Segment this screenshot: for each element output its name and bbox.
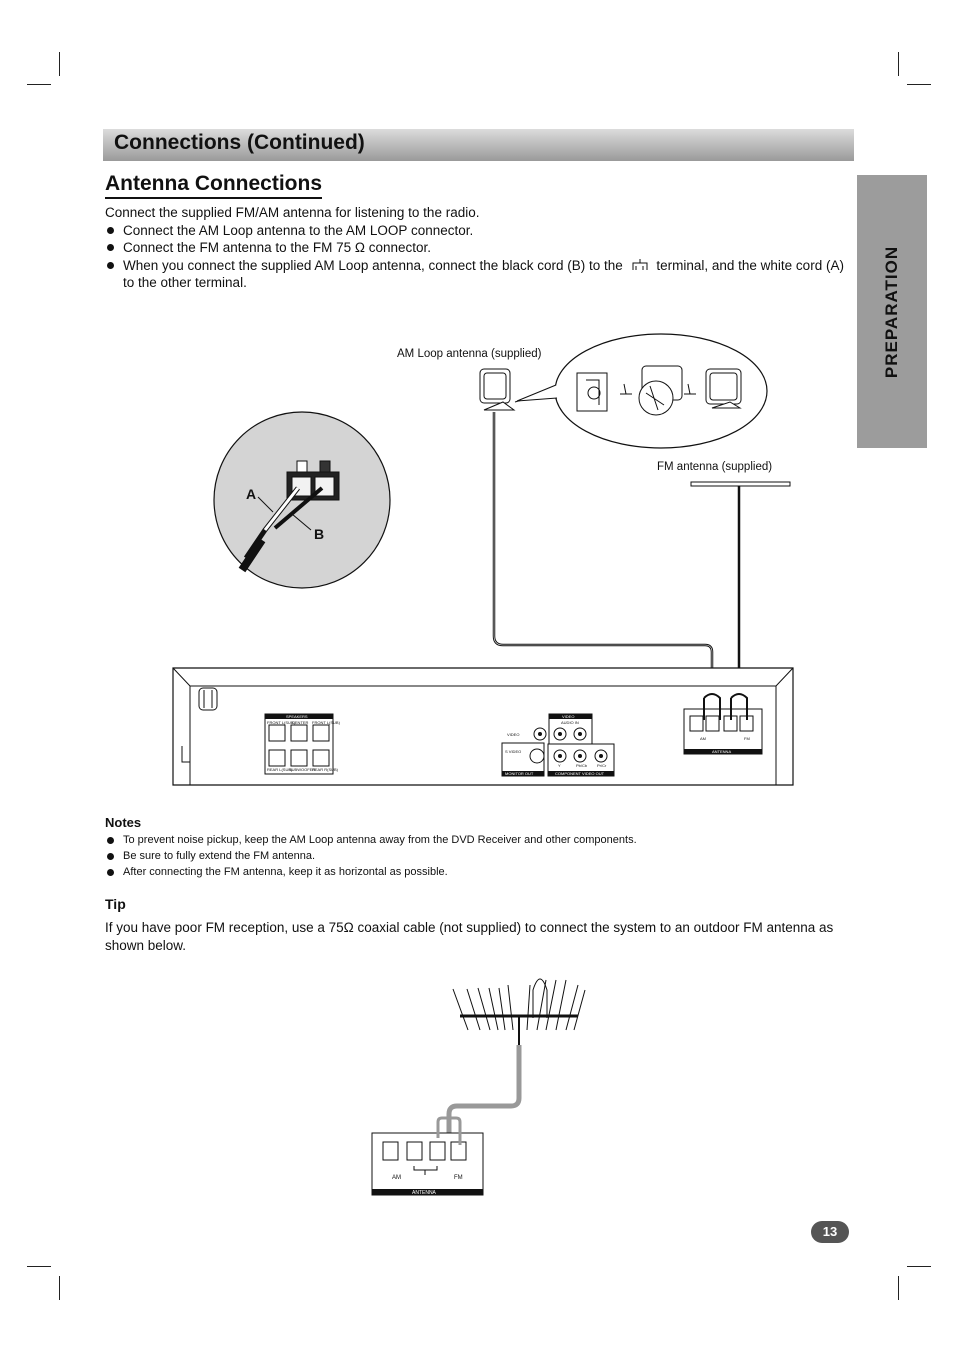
tip-heading: Tip xyxy=(105,896,126,912)
list-item: After connecting the FM antenna, keep it as horizontal as possible. xyxy=(105,864,845,880)
fm-antenna-label: FM antenna (supplied) xyxy=(657,461,773,473)
side-tab-label: PREPARATION xyxy=(882,245,901,378)
intro-text: Connect the supplied FM/AM antenna for listening to the radio. xyxy=(105,205,480,220)
svg-text:Y: Y xyxy=(558,763,561,768)
svg-text:FRONT L(SUB): FRONT L(SUB) xyxy=(267,720,295,725)
svg-text:REAR L(SUB): REAR L(SUB) xyxy=(267,767,293,772)
speakers-label: SPEAKERS xyxy=(286,714,308,719)
fm-antenna-wire xyxy=(691,482,790,700)
list-item: Be sure to fully extend the FM antenna. xyxy=(105,848,845,864)
page-title: Connections (Continued) xyxy=(114,131,365,154)
svg-text:FM: FM xyxy=(454,1175,463,1181)
svg-text:REAR R(SUB): REAR R(SUB) xyxy=(312,767,339,772)
am-loop-antenna xyxy=(480,369,514,410)
svg-text:AM: AM xyxy=(700,736,706,741)
svg-text:ANTENNA: ANTENNA xyxy=(412,1190,436,1196)
svg-text:VIDEO: VIDEO xyxy=(507,732,520,737)
notes-heading: Notes xyxy=(105,815,142,830)
label-b: B xyxy=(314,526,325,542)
label-a: A xyxy=(246,486,257,502)
am-antenna-assembly-bubble xyxy=(515,334,767,448)
svg-text:FRONT L(SUB): FRONT L(SUB) xyxy=(312,720,340,725)
svg-text:AUDIO IN: AUDIO IN xyxy=(561,720,579,725)
svg-text:FM: FM xyxy=(744,736,750,741)
svg-text:VIDEO: VIDEO xyxy=(562,714,575,719)
svg-text:SUBWOOFER: SUBWOOFER xyxy=(289,767,316,772)
page-number: 13 xyxy=(811,1221,849,1243)
tip-text: If you have poor FM reception, use a 75Ω coaxial cable (not supplied) to connect the system to an outdoor FM antenna as shown below. xyxy=(105,920,834,953)
svg-text:Pr/Cr: Pr/Cr xyxy=(597,763,607,768)
svg-text:AM: AM xyxy=(392,1175,401,1181)
am-antenna-label: AM Loop antenna (supplied) xyxy=(397,348,542,360)
svg-text:CENTER: CENTER xyxy=(292,720,309,725)
svg-text:S VIDEO: S VIDEO xyxy=(505,749,522,754)
svg-text:MONITOR OUT: MONITOR OUT xyxy=(505,771,534,776)
svg-text:COMPONENT VIDEO OUT: COMPONENT VIDEO OUT xyxy=(555,771,605,776)
receiver-rear-panel xyxy=(173,668,793,785)
svg-text:ANTENNA: ANTENNA xyxy=(712,749,732,754)
list-item: Connect the AM Loop antenna to the AM LOOP connector. xyxy=(105,222,845,239)
outdoor-fm-antenna xyxy=(372,979,585,1196)
list-item: Connect the FM antenna to the FM 75 Ω connector. xyxy=(105,239,845,256)
svg-text:Pb/Cb: Pb/Cb xyxy=(576,763,588,768)
section-title: Antenna Connections xyxy=(105,172,322,199)
notes-list xyxy=(105,832,845,880)
list-item: When you connect the supplied AM Loop antenna, connect the black cord (B) to the terminal, and the white cord (A) to the other terminal. xyxy=(105,257,845,292)
terminal-detail-circle xyxy=(214,412,390,588)
list-item: To prevent noise pickup, keep the AM Loop antenna away from the DVD Receiver and other components. xyxy=(105,832,845,848)
